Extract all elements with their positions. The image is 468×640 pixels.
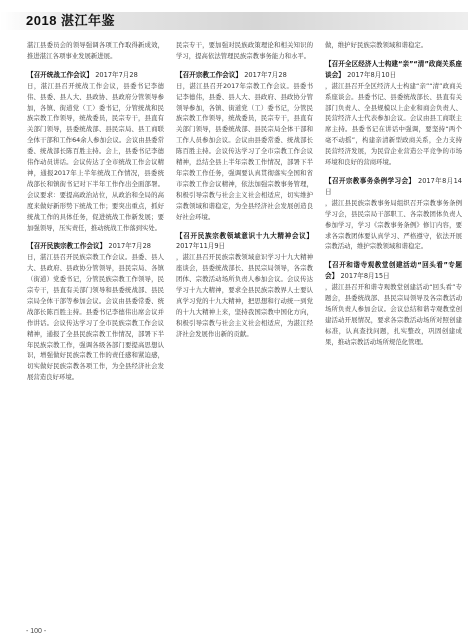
column-3 xyxy=(325,40,462,622)
section-body: ，湛江县召开民族宗教领域意识学习十九大精神座谈会，县委统战部长、县民宗局领导，各宗教团体、宗教活动场所负责人参加会议。会议传达学习十九大精神，要求全县民族宗教界人士要认真学习党的十九大精神，把思想和行动统一到党的十九大精神上来，坚持我国宗教中国化方向，积极引导宗教与社会主义社会相适应，为湛江经济社会发展作出新的贡献。 xyxy=(176,253,313,338)
section-title: 【召开全区经济人士构建“亲”“清”政商关系座谈会】 xyxy=(325,59,462,79)
section-date: 2017年11月9日 xyxy=(176,242,226,251)
section-heading xyxy=(325,59,462,81)
intro-paragraph: 民宗专干，要加强对民族政策理论和相关知识的学习，提高依法管理民族宗教事务能力和水平。 xyxy=(176,41,313,60)
section-date: 2017年8月14日 xyxy=(325,176,462,196)
section-title: 【召开宗教事务条例学习会】 xyxy=(325,176,416,185)
page-header xyxy=(0,12,468,30)
section-title: 【召开宗教工作会议】 xyxy=(176,70,242,79)
section-body: 日，湛江县召开民族宗教工作会议。县委、县人大、县政府、县政协分管领导，县民宗局、各镇（街道）党委书记，分管民族宗教工作领导，民宗专干，县直有关部门领导和县委统战部、县民宗局全体干部等参加会议。会议由县委常委、统战部长陈百胜主持。县委书记李德伟出席会议并作讲话。会议传达学习了全市民族宗教工作会议精神，通报了全县民族宗教工作情况，部署下半年民族宗教工作，强调各级各部门要提高思想认识，增强做好民族宗教工作的责任感和紧迫感，切实做好民族宗教各项工作，为全县经济社会发展营造良好环境。 xyxy=(27,253,164,382)
section-body: 日，湛江县召开统战工作会议，县委书记李德伟、县委、县人大、县政协、县政府分管领导参加，各镇、街道党（工）委书记，分管统战和民族宗教工作领导，统战委员，民宗专干，县直有关部门领导，县委统战部、县民宗局、县工商联全体干部和工作64余人参加会议。会议由县委常委、统战部长陈百胜主持。会上，县委书记李德伟作动员讲话。会议传达了全市统战工作会议精神，通报2017年上半年统战工作情况，县委统战部长和镇街书记对下半年工作作出全面部署。会议要求：要提高政治站位，从政治和全局的高度来做好新形势下统战工作；要突出重点，抓好统战工作的具体任务，促进统战工作新发展；要加强领导，压实责任，推动统战工作落到实处。 xyxy=(27,81,164,232)
section-body: ，湛江县民族宗教事务局组织召开宗教事务条例学习会，县民宗局干部职工、各宗教团体负责人参加学习，学习《宗教事务条例》修订内容，要求各宗教团体要认真学习、严格遵守，依法开展宗教活动，维护宗教领域和谐稳定。 xyxy=(325,198,462,251)
section-date: 2017年7月28 xyxy=(108,242,151,251)
intro-paragraph: 湛江县委员会的领导强调各项工作取得新成效，推进湛江各项事业发展新进展。 xyxy=(27,41,164,60)
section-heading xyxy=(176,70,313,81)
section-body: ，湛江县召开全区经济人士构建“亲”“清”政商关系座谈会。县委书记、县委统战部长、县直有关部门负责人、全县规模以上企业和商会负责人、民营经济人士代表参加会议。会议由县工商联主席主持。县委书记在讲话中强调，要坚持“两个毫不动摇”，构建亲清新型政商关系，全力支持民营经济发展，为民营企业营造公平竞争的市场环境和良好的营商环境。 xyxy=(325,81,462,167)
column-2 xyxy=(176,40,313,622)
section-heading xyxy=(27,70,164,81)
section-date: 2017年8月15日 xyxy=(340,272,390,281)
section-heading xyxy=(27,241,164,252)
section-date: 2017年8月10日 xyxy=(347,70,397,79)
column-1 xyxy=(27,40,164,622)
section-body: 日，湛江县召开2017年宗教工作会议。县委书记李德伟，县委、县人大、县政府、县政协分管领导参加，各镇、街道党（工）委书记，分管民族宗教工作领导，统战委员，民宗专干，县直有关部门领导，县委统战部、县民宗局全体干部和工作人员参加会议。会议由县委常委、统战部长陈百胜主持。会议传达学习了全市宗教工作会议精神，总结全县上半年宗教工作情况，部署下半年宗教工作任务，强调要认真贯彻落实全国和省市宗教工作会议精神，依法加强宗教事务管理，积极引导宗教与社会主义社会相适应，切实维护宗教领域和谐稳定，为全县经济社会发展创造良好社会环境。 xyxy=(176,81,313,221)
section-title: 【召开统战工作会议】 xyxy=(27,70,93,79)
section-date: 2017年7月28 xyxy=(244,70,287,79)
section-heading xyxy=(325,260,462,282)
header-title: 2018 湛江年鉴 xyxy=(26,13,116,28)
section-heading xyxy=(325,176,462,198)
section-title: 【召开和谐寺观教堂创建活动“回头看”专题会】 xyxy=(325,261,462,281)
intro-paragraph: 做，维护好民族宗教领域和谐稳定。 xyxy=(325,41,428,49)
section-title: 【召开民族宗教领域意识十九大精神会议】 xyxy=(176,231,313,240)
section-body: ，湛江县召开和谐寺观教堂创建活动“回头看”专题会，县委统战部、县民宗局领导及各宗教活动场所负责人参加会议。会议总结和谐寺观教堂创建活动开展情况，要求各宗教活动场所对照创建标准，认真查找问题，扎实整改，巩固创建成果，推动宗教活动场所规范化管理。 xyxy=(325,283,462,346)
page-number: - 100 - xyxy=(26,628,47,635)
section-title: 【召开民族宗教工作会议】 xyxy=(27,242,107,251)
section-heading xyxy=(176,231,313,253)
section-date: 2017年7月28 xyxy=(95,70,138,79)
